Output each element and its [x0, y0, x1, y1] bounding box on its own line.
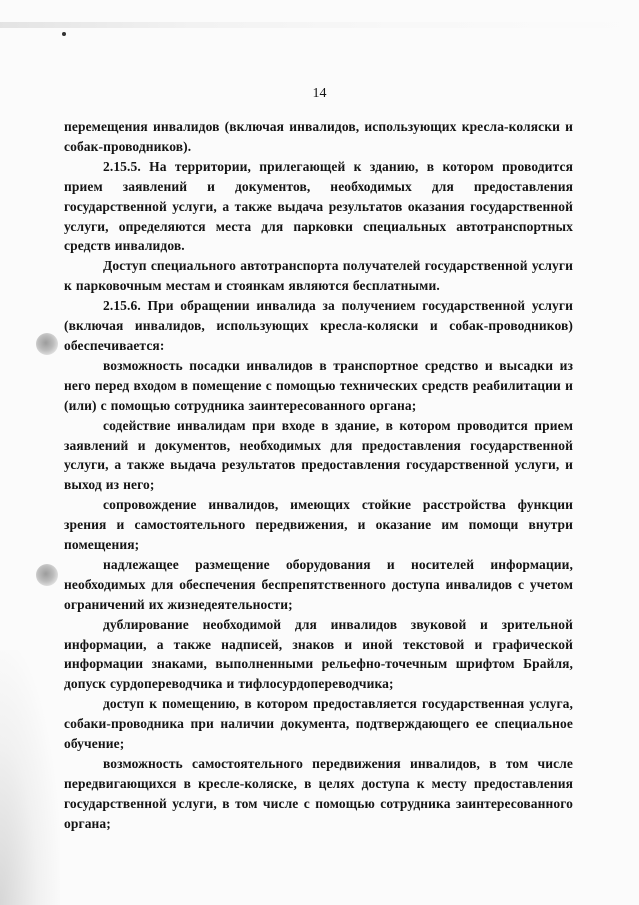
- paragraph: сопровождение инвалидов, имеющих стойкие расстройства функции зрения и самостоятельного передвижения, и оказание им помощи внутри помещения;: [64, 497, 573, 553]
- paragraph: перемещения инвалидов (включая инвалидов, использующих кресла-коляски и собак-проводников).: [64, 119, 573, 154]
- paragraph: дублирование необходимой для инвалидов звуковой и зрительной информации, а также надписей, знаков и иной текстовой и графической информации знаками, выполненными рельефно-точечным шрифтом Брайля, допуск сурдопереводчика и тифлосурдопереводчика;: [64, 616, 573, 692]
- paragraph: содействие инвалидам при входе в здание, в котором проводится прием заявлений и документов, необходимых для предоставления государственной услуги, а также выдача результатов предоставления государственной услуги, и выход из него;: [64, 417, 573, 493]
- page-number: 14: [312, 86, 327, 101]
- paragraph: 2.15.6. При обращении инвалида за получением государственной услуги (включая инвалидов, использующих кресла-коляски и собак-проводников) обеспечивается:: [64, 298, 573, 353]
- paragraph: Доступ специального автотранспорта получателей государственной услуги к парковочным местам и стоянкам являются бесплатными.: [64, 258, 573, 294]
- paragraph: возможность посадки инвалидов в транспортное средство и высадки из него перед входом в помещение с помощью технических средств реабилитации и (или) с помощью сотрудника заинтересованного органа;: [64, 357, 573, 413]
- scan-speck: [62, 32, 66, 36]
- document-body: [64, 117, 573, 834]
- punch-hole-mark: [36, 564, 58, 586]
- scan-edge-shadow: [0, 22, 639, 28]
- paragraph: 2.15.5. На территории, прилегающей к зданию, в котором проводится прием заявлений и документов, необходимых для предоставления государственной услуги, а также выдача результатов оказания государственной услуги, определяются места для парковки специальных автотранспортных средств инвалидов.: [64, 158, 573, 254]
- paragraph: надлежащее размещение оборудования и носителей информации, необходимых для обеспечения беспрепятственного доступа инвалидов с учетом ограничений их жизнедеятельности;: [64, 556, 573, 612]
- scan-corner-shadow: [0, 650, 60, 905]
- punch-hole-mark: [36, 333, 58, 355]
- paragraph: доступ к помещению, в котором предоставляется государственная услуга, собаки-проводника при наличии документа, подтверждающего ее специальное обучение;: [64, 696, 573, 752]
- paragraph: возможность самостоятельного передвижения инвалидов, в том числе передвигающихся в кресле-коляске, в целях доступа к месту предоставления государственной услуги, в том числе с помощью сотрудника заинтересованного органа;: [64, 756, 573, 831]
